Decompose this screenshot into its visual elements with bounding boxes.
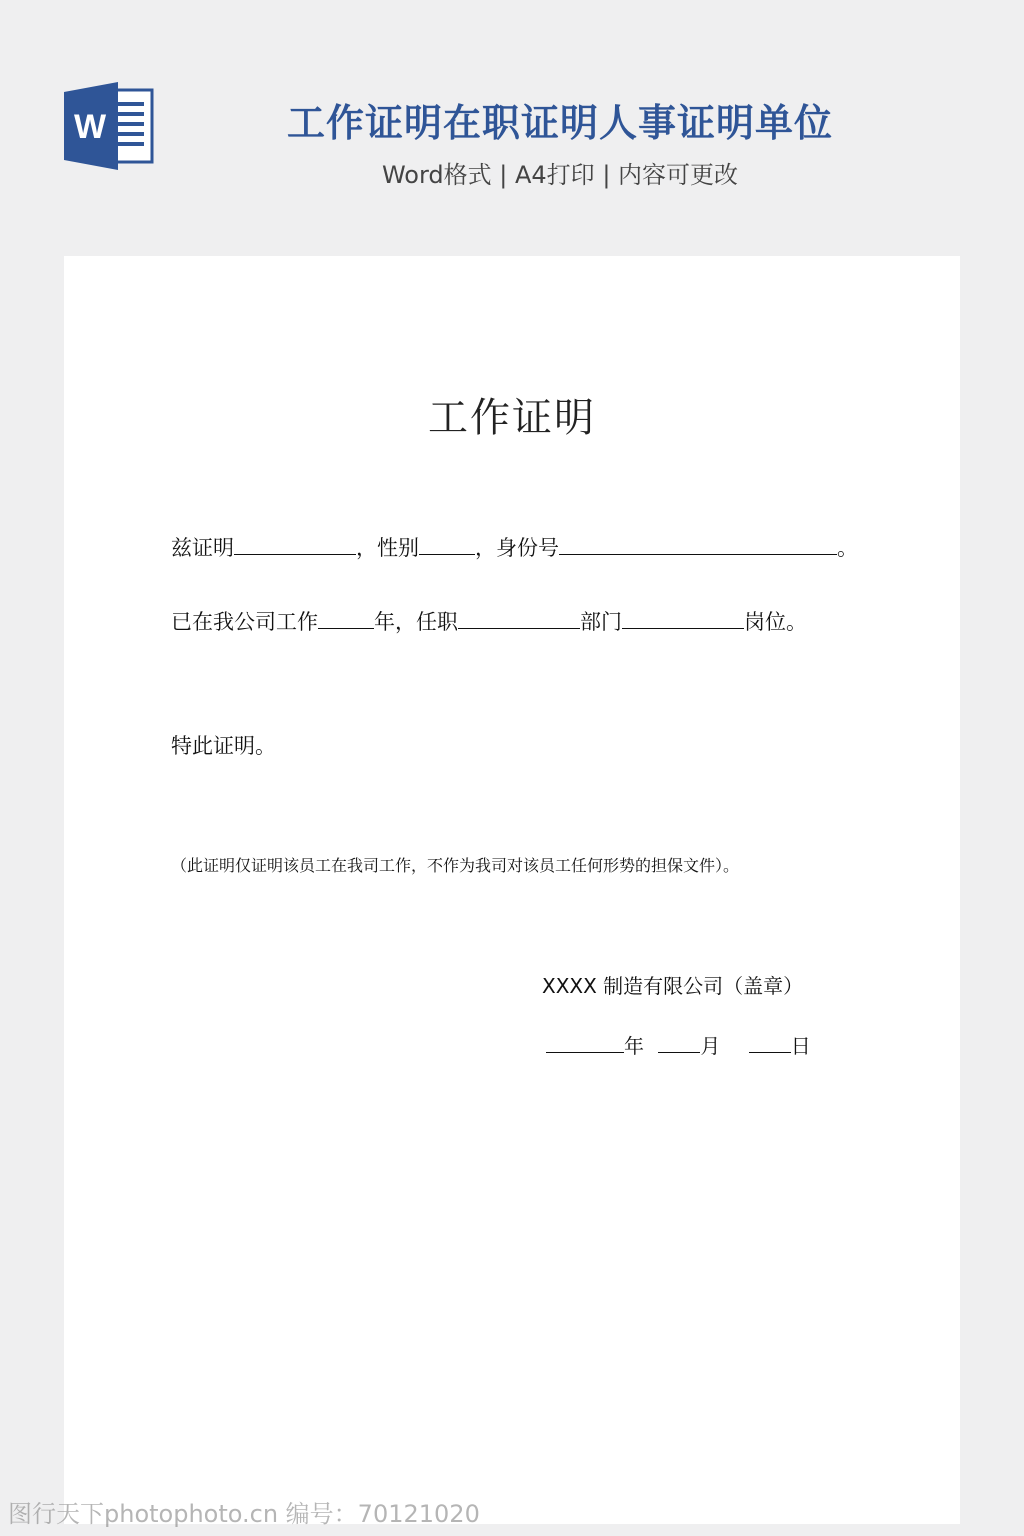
year-label: 年 <box>624 1034 644 1058</box>
month-label: 月 <box>700 1034 721 1058</box>
year-blank[interactable] <box>546 1032 624 1053</box>
watermark: 图行天下photophoto.cn 编号：70121020 <box>8 1500 480 1528</box>
company-seal-line: XXXX 制造有限公司（盖章） <box>542 974 804 998</box>
employment-line <box>171 606 807 636</box>
name-blank[interactable] <box>234 534 356 555</box>
line1-end: 。 <box>837 536 858 560</box>
header-title: 工作证明在职证明人事证明单位 <box>286 101 833 145</box>
word-logo-letter: W <box>73 108 107 146</box>
gender-blank[interactable] <box>419 534 475 555</box>
day-blank[interactable] <box>749 1032 791 1053</box>
document-title: 工作证明 <box>428 395 596 441</box>
date-line <box>546 1030 811 1059</box>
month-blank[interactable] <box>658 1032 700 1053</box>
gender-label: ，性别 <box>356 536 419 560</box>
years-blank[interactable] <box>318 608 374 629</box>
post-blank[interactable] <box>622 608 744 629</box>
id-number-blank[interactable] <box>559 534 837 555</box>
document-page <box>64 256 960 1524</box>
day-label: 日 <box>790 1034 811 1058</box>
certify-line <box>171 532 858 562</box>
id-label: ，身份号 <box>475 536 559 560</box>
header <box>0 0 1024 250</box>
department-label: 部门 <box>580 610 622 634</box>
post-label: 岗位。 <box>744 610 807 634</box>
header-subtitle: Word格式 | A4打印 | 内容可更改 <box>381 161 739 189</box>
disclaimer-note: （此证明仅证明该员工在我司工作，不作为我司对该员工任何形势的担保文件）。 <box>171 856 740 875</box>
work-label: 已在我公司工作 <box>171 610 318 634</box>
department-blank[interactable] <box>458 608 580 629</box>
position-label: 年，任职 <box>374 610 458 634</box>
certify-label: 兹证明 <box>171 536 234 560</box>
closing-text: 特此证明。 <box>171 734 276 758</box>
word-logo-icon <box>64 82 156 170</box>
